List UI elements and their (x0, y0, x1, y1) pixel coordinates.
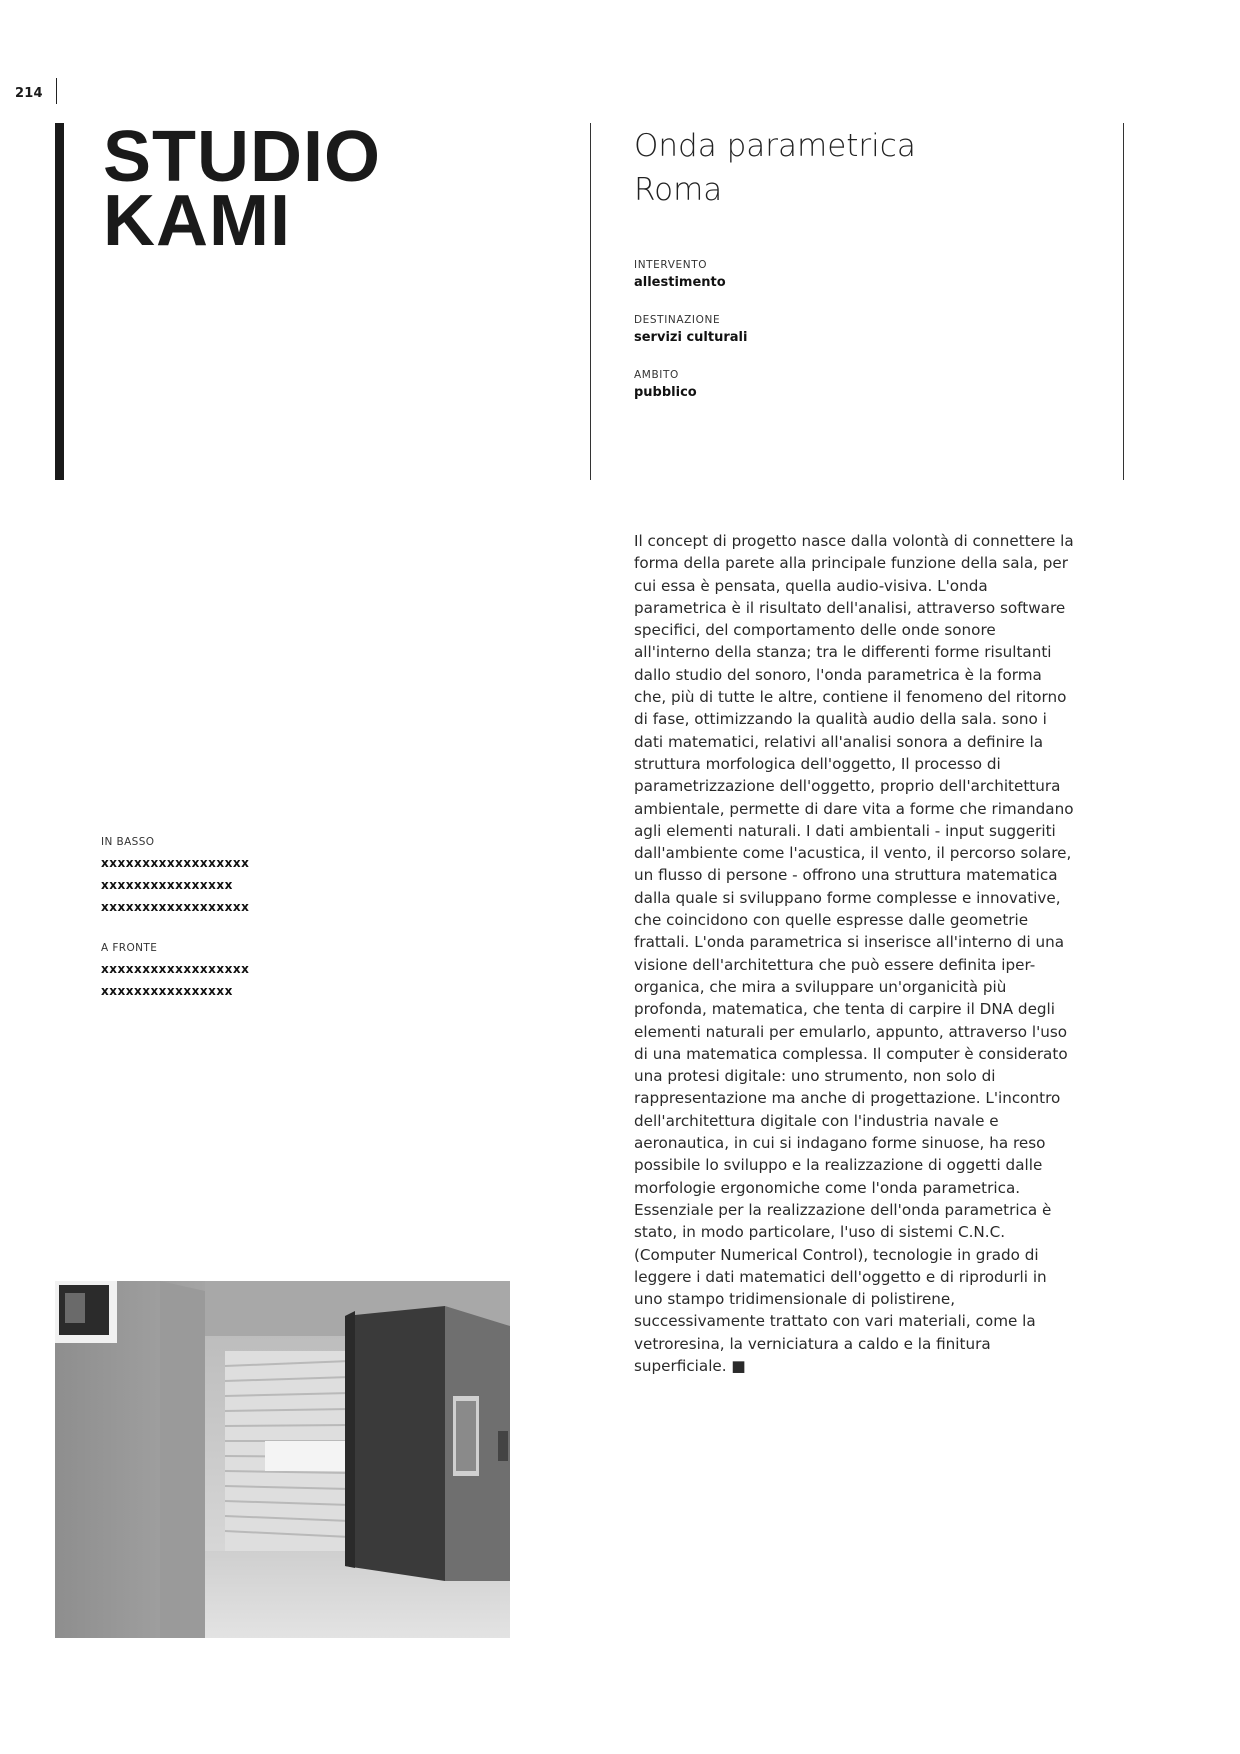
meta-label: DESTINAZIONE (634, 314, 721, 326)
meta-label: INTERVENTO (634, 259, 708, 271)
caption-line: xxxxxxxxxxxxxxxx (101, 878, 233, 892)
caption-line: xxxxxxxxxxxxxxxxxx (101, 856, 250, 870)
column-divider-right (1123, 123, 1124, 480)
project-title-line-1: Onda parametrica (634, 128, 916, 164)
meta-value: pubblico (634, 385, 697, 400)
gallery-photo (55, 1281, 510, 1638)
title-accent-bar (55, 123, 64, 480)
caption-line: xxxxxxxxxxxxxxxxxx (101, 962, 250, 976)
project-title-line-2: Roma (634, 172, 723, 208)
caption-label: IN BASSO (101, 836, 155, 848)
meta-destinazione (634, 314, 934, 369)
studio-title-line-1: STUDIO (103, 117, 382, 197)
meta-ambito (634, 369, 934, 424)
project-title (634, 124, 916, 212)
studio-title (103, 117, 382, 261)
gallery-interior-image (55, 1281, 510, 1638)
page-number: 214 (15, 86, 43, 101)
body-text: Il concept di progetto nasce dalla volontà di connettere la forma della parete alla principale funzione della sala, per cui essa è pensata, quella audio-visiva. L'onda parametrica è il risultato dell'analisi, attraverso software specifici, del comportamento delle onde sonore all'interno della stanza; tra le differenti forme risultanti dallo studio del sonoro, l'onda parametrica è la forma che, più di tutte le altre, contiene il fenomeno del ritorno di fase, ottimizzando la qualità audio della sala. sono i dati matematici, relativi all'analisi sonora a definire la struttura morfologica dell'oggetto, Il processo di parametrizzazione dell'oggetto, proprio dell'architettura ambientale, permette di dare vita a forme che rimandano agli elementi naturali. I dati ambientali - input suggeriti dall'ambiente come l'acustica, il vento, il percorso solare, un flusso di persone - offrono una struttura matematica dalla quale si sviluppano forme complesse e innovative, che coincidono con quelle espresse dalle geometrie frattali. L'onda parametrica si inserisce all'interno di una visione dell'architettura che può essere definita iper-organica, che mira a sviluppare un'organicità più profonda, matematica, che tenta di carpire il DNA degli elementi naturali per emularlo, appunto, attraverso l'uso di una matematica complessa. Il computer è considerato una protesi digitale: uno strumento, non solo di rappresentazione ma anche di progettazione. L'incontro dell'architettura digitale con l'industria navale e aeronautica, in cui si indagano forme sinuose, ha reso possibile lo sviluppo e la realizzazione di oggetti dalle morfologie ergonomiche come l'onda parametrica. Essenziale per la realizzazione dell'onda parametrica è stato, in modo particolare, l'uso di sistemi C.N.C. (Computer Numerical Control), tecnologie in grado di leggere i dati matematici dell'oggetto e di riprodurli in uno stampo tridimensionale di polistirene, successivamente trattato con vari materiali, come la vetroresina, la verniciatura a caldo e la finitura superficiale. ■ (634, 532, 1074, 1375)
caption-line: xxxxxxxxxxxxxxxx (101, 984, 233, 998)
image-captions (101, 836, 401, 1002)
meta-intervento (634, 259, 934, 314)
page-number-divider (56, 78, 57, 104)
meta-value: servizi culturali (634, 330, 748, 345)
project-metadata (634, 259, 934, 424)
meta-label: AMBITO (634, 369, 679, 381)
column-divider-left (590, 123, 591, 480)
studio-title-line-2: KAMI (103, 181, 291, 261)
caption-label: A FRONTE (101, 942, 158, 954)
caption-line: xxxxxxxxxxxxxxxxxx (101, 900, 250, 914)
caption-front (101, 942, 401, 1002)
caption-below (101, 836, 401, 918)
meta-value: allestimento (634, 275, 726, 290)
